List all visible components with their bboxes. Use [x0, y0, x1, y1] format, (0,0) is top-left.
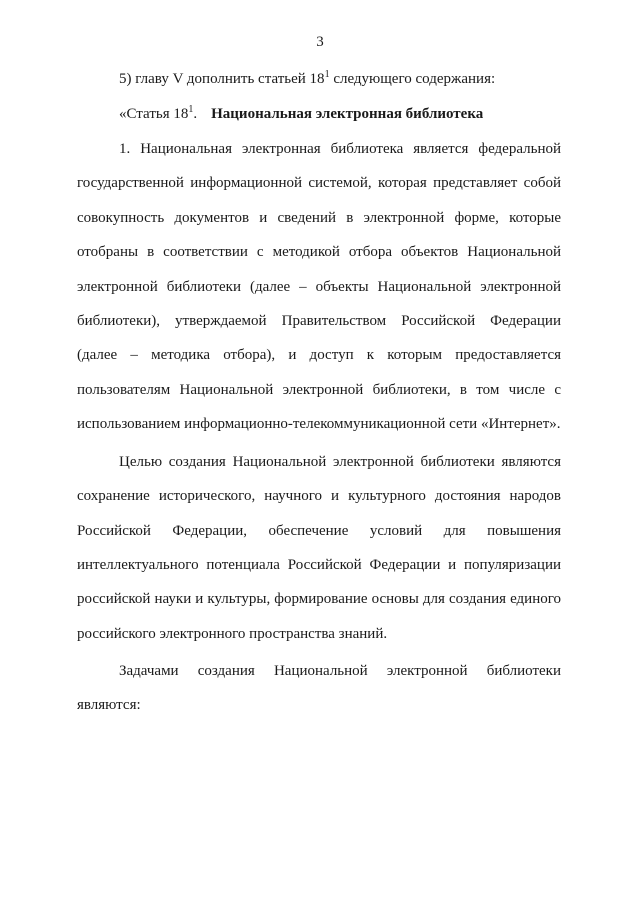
- paragraph-line: электронной библиотеки (далее – объекты Национальной электронной: [77, 279, 561, 295]
- paragraph-line: российской науки и культуры, формирование основы для создания единого: [77, 591, 561, 607]
- paragraph-line: пользователям Национальной электронной библиотеки, в том числе с: [77, 382, 561, 398]
- paragraph-line: сохранение исторического, научного и культурного достояния народов: [77, 488, 561, 504]
- paragraph-line: являются:: [77, 697, 141, 713]
- paragraph-line: библиотеки), утверждаемой Правительством Российской Федерации: [77, 313, 561, 329]
- paragraph-line: 1. Национальная электронная библиотека является федеральной: [119, 141, 561, 157]
- article-superscript: 1: [188, 104, 194, 115]
- paragraph-line: государственной информационной системой, которая представляет собой: [77, 175, 561, 191]
- paragraph-line: (далее – методика отбора), и доступ к которым предоставляется: [77, 347, 561, 363]
- page-number: 3: [316, 34, 324, 50]
- paragraph-line: Задачами создания Национальной электронной библиотеки: [119, 663, 561, 679]
- paragraph-line: Российской Федерации, обеспечение условий для повышения: [77, 523, 561, 539]
- paragraph-line: отобраны в соответствии с методикой отбора объектов Национальной: [77, 244, 561, 260]
- paragraph-line: Целью создания Национальной электронной библиотеки являются: [119, 454, 561, 470]
- list-item-superscript: 1: [324, 69, 330, 80]
- list-item-text-prefix: 5) главу V дополнить статьей 18: [119, 71, 325, 87]
- paragraph-line: использованием информационно-телекоммуникационной сети «Интернет».: [77, 416, 561, 432]
- article-label: «Статья 18: [119, 106, 189, 122]
- article-heading: [119, 104, 603, 124]
- paragraph-line: интеллектуального потенциала Российской Федерации и популяризации: [77, 557, 561, 573]
- paragraph-line: российского электронного пространства знаний.: [77, 626, 388, 642]
- list-item-amendment: [119, 69, 603, 89]
- paragraph-line: совокупность документов и сведений в электронной форме, которые: [77, 210, 561, 226]
- article-title: Национальная электронная библиотека: [211, 106, 484, 122]
- list-item-text-suffix: следующего содержания:: [329, 71, 496, 87]
- article-label-dot: .: [193, 106, 198, 122]
